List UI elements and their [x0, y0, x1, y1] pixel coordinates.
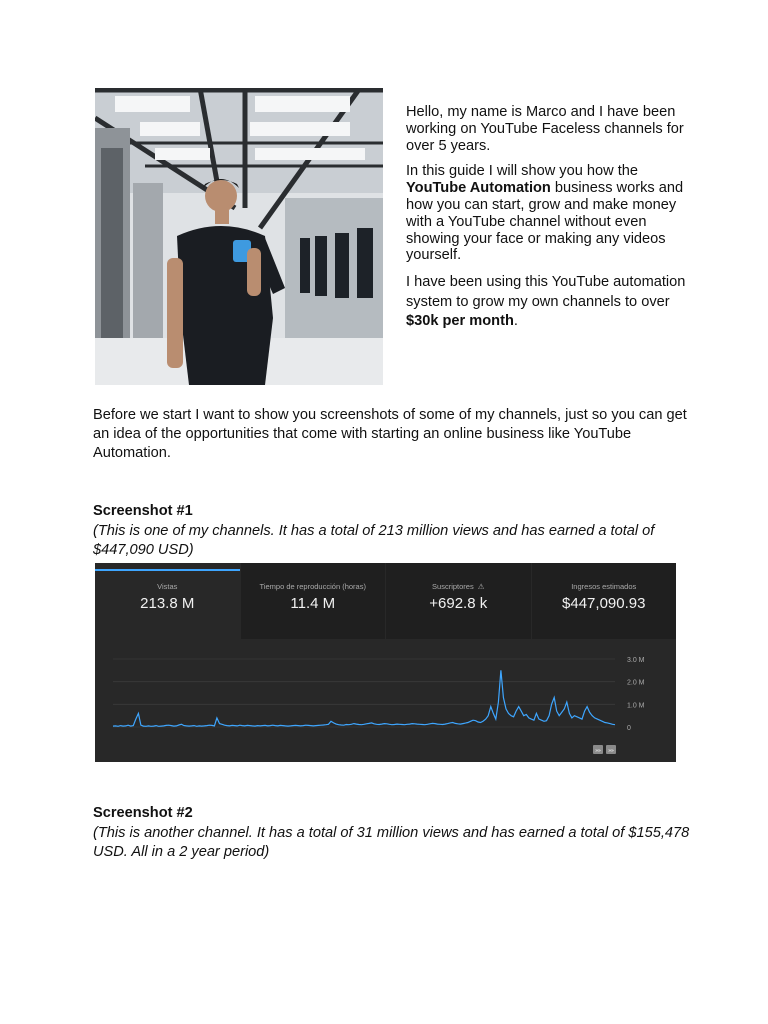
y-tick-label: 1.0 M: [627, 702, 645, 710]
analytics-screenshot: [95, 563, 676, 762]
svg-text:»»: »»: [595, 748, 601, 754]
metric-subscribers[interactable]: Suscriptores ⚠ +692.8 k: [386, 563, 531, 639]
intro-paragraph-2: In this guide I will show you how the YouTube Automation business works and how you can start, grow and make money with a YouTube channel without even showing your face or making any videos yourself.: [406, 163, 684, 264]
emphasis-youtube-automation: YouTube Automation: [406, 180, 551, 197]
views-series-line: [113, 670, 615, 726]
screenshot-2-heading: Screenshot #2: [93, 805, 193, 821]
metric-views[interactable]: Vistas 213.8 M: [95, 563, 240, 639]
metric-watch-time[interactable]: Tiempo de reproducción (horas) 11.4 M: [241, 563, 386, 639]
warning-icon: ⚠: [477, 582, 485, 591]
screenshot-1-heading: Screenshot #1: [93, 503, 193, 519]
profile-photo: [95, 88, 383, 385]
intro-paragraph-3: I have been using this YouTube automation system to grow my own channels to over $30k per month.: [406, 274, 686, 330]
mirror-selfie-illustration: [95, 88, 383, 385]
intro-paragraph-1: Hello, my name is Marco and I have been working on YouTube Faceless channels for over 5 years.: [406, 104, 684, 154]
y-tick-label: 2.0 M: [627, 679, 645, 687]
screenshot-1-caption: (This is one of my channels. It has a total of 213 million views and has earned a total of $447,090 USD): [93, 523, 655, 559]
screenshot-2-caption: (This is another channel. It has a total of 31 million views and has earned a total of $155,478 USD. All in a 2 year period): [93, 825, 690, 861]
metric-revenue[interactable]: Ingresos estimados $447,090.93: [532, 563, 677, 639]
intro-text: [406, 104, 686, 332]
svg-text:»»: »»: [608, 748, 614, 754]
y-tick-label: 0: [627, 725, 631, 732]
chart-nav-button[interactable]: [593, 745, 603, 754]
chart-nav-button[interactable]: [606, 745, 616, 754]
metric-cards: [95, 563, 676, 639]
y-tick-label: 3.0 M: [627, 657, 645, 664]
emphasis-30k: $30k per month: [406, 313, 514, 330]
body-paragraph: Before we start I want to show you screenshots of some of my channels, just so you can get an idea of the opportunities that come with starting an online business like YouTube Automation.: [93, 407, 687, 461]
views-line-chart: [95, 639, 676, 762]
